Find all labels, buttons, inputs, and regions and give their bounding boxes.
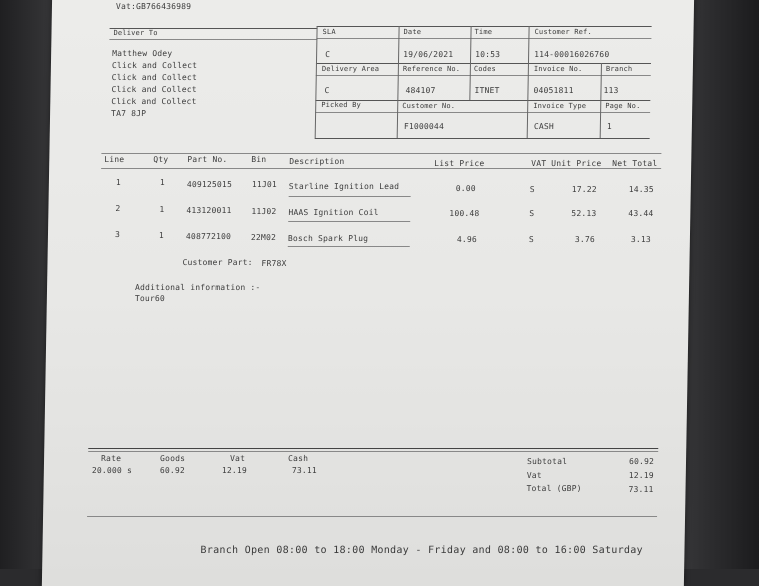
subtotal-label: Subtotal [526, 457, 568, 466]
deliver-to-rule [109, 39, 317, 40]
additional-info-value: Tour60 [134, 294, 166, 303]
grid-rule-2 [316, 38, 651, 39]
time-label: Time [474, 28, 493, 36]
item-3-underline [288, 246, 410, 247]
total-label: Total (GBP) [526, 484, 582, 493]
summary-top-rule [88, 448, 658, 449]
date-value: 19/06/2021 [403, 50, 454, 59]
col-unit-price: Unit Price [551, 159, 602, 168]
vat-label: Vat [229, 454, 246, 463]
item-3-part-no: 408772100 [185, 232, 232, 241]
item-3-unit-price: 3.76 [574, 235, 596, 244]
invoice-no-label: Invoice No. [533, 65, 583, 73]
summary-bottom-rule [87, 516, 657, 517]
item-3-line: 3 [114, 230, 121, 239]
reference-no-label: Reference No. [402, 65, 461, 73]
customer-part-label: Customer Part: [182, 258, 253, 267]
col-part-no: Part No. [187, 155, 228, 164]
grid-col-4 [527, 26, 530, 138]
col-qty: Qty [153, 155, 169, 164]
item-3-list-price: 4.96 [456, 235, 478, 244]
item-1-net-total: 14.35 [628, 185, 654, 194]
item-2-underline [288, 221, 410, 222]
grid-col-1 [315, 26, 318, 138]
branch-hours-footer: Branch Open 08:00 to 18:00 Monday - Friday and 08:00 to 16:00 Saturday [200, 545, 644, 556]
col-list-price: List Price [434, 159, 485, 168]
reference-no-value: 484107 [405, 86, 436, 95]
item-1-list-price: 0.00 [455, 184, 476, 193]
item-2-list-price: 100.48 [449, 209, 480, 218]
cash-value: 73.11 [291, 466, 318, 475]
item-2-net-total: 43.44 [628, 209, 654, 218]
item-1-underline [289, 196, 411, 197]
item-1-unit-price: 17.22 [571, 185, 597, 194]
col-bin: Bin [251, 155, 267, 164]
goods-label: Goods [159, 454, 186, 463]
grid-col-2 [397, 26, 400, 138]
time-value: 10:53 [475, 50, 501, 59]
customer-part-value: FR78X [261, 259, 287, 268]
sla-value: C [325, 50, 331, 59]
item-3-net-total: 3.13 [630, 235, 652, 244]
picked-by-label: Picked By [321, 101, 362, 109]
invoice-type-label: Invoice Type [533, 102, 587, 110]
page-no-label: Page No. [605, 102, 641, 110]
item-1-line: 1 [115, 178, 122, 187]
goods-value: 60.92 [159, 466, 186, 475]
deliver-line-3: Click and Collect [111, 73, 198, 82]
sla-label: SLA [322, 28, 336, 36]
item-3-bin: 22M02 [250, 233, 277, 242]
customer-ref-value: 114-00016026760 [534, 50, 610, 59]
invoice-paper [42, 0, 694, 586]
invoice-type-value: CASH [533, 122, 555, 131]
grid-rule-7 [315, 138, 650, 139]
item-3-qty: 1 [158, 231, 165, 240]
item-1-part-no: 409125015 [186, 180, 233, 189]
vat-number: Vat:GB766436989 [115, 2, 192, 11]
vat-value: 12.19 [221, 466, 248, 475]
col-description: Description [289, 157, 345, 166]
subtotal-value: 60.92 [628, 457, 655, 466]
item-2-qty: 1 [159, 205, 165, 214]
col-net-total: Net Total [612, 159, 658, 168]
customer-no-label: Customer No. [402, 102, 456, 110]
item-2-line: 2 [115, 204, 121, 213]
rate-label: Rate [100, 454, 122, 463]
totals-vat-value: 12.19 [628, 471, 654, 480]
item-2-description: HAAS Ignition Coil [288, 208, 379, 217]
item-3-description: Bosch Spark Plug [287, 234, 369, 243]
item-3-vat: S [528, 235, 535, 244]
branch-label: Branch [605, 65, 633, 73]
invoice-no-value: 04051811 [533, 86, 574, 95]
deliver-line-4: Click and Collect [111, 85, 197, 94]
cash-label: Cash [287, 454, 309, 463]
rate-value: 20.000 s [91, 466, 133, 475]
item-2-part-no: 413120011 [186, 206, 232, 215]
date-label: Date [403, 28, 422, 36]
item-1-description: Starline Ignition Lead [288, 182, 400, 191]
totals-vat-label: Vat [526, 471, 542, 480]
item-2-unit-price: 52.13 [571, 209, 597, 218]
additional-info-label: Additional information :- [134, 283, 261, 292]
page-no-value: 1 [606, 122, 612, 131]
delivery-area-value: C [324, 86, 330, 95]
delivery-area-label: Delivery Area [321, 65, 380, 73]
total-value: 73.11 [628, 485, 654, 494]
col-line: Line [104, 155, 125, 164]
grid-rule-1 [317, 26, 652, 27]
deliver-to-label: Deliver To [113, 29, 158, 37]
deliver-line-5: Click and Collect [111, 97, 197, 106]
deliver-line-2: Click and Collect [111, 61, 198, 70]
items-header-top-rule [101, 153, 661, 154]
item-1-vat: S [529, 185, 535, 194]
summary-top-rule-2 [88, 451, 658, 452]
col-vat: VAT [531, 159, 547, 168]
codes-label: Codes [473, 65, 497, 73]
item-1-bin: 11J01 [251, 180, 278, 189]
deliver-line-6: TA7 8JP [111, 109, 147, 118]
item-2-vat: S [529, 209, 535, 218]
customer-no-value: F1000044 [403, 122, 445, 131]
codes-value: ITNET [474, 86, 500, 95]
item-2-bin: 11J02 [251, 207, 277, 216]
item-1-qty: 1 [159, 178, 166, 187]
branch-value: 113 [603, 86, 619, 95]
items-header-bottom-rule [101, 168, 661, 169]
customer-ref-label: Customer Ref. [534, 28, 592, 36]
deliver-line-1: Matthew Odey [112, 49, 173, 58]
